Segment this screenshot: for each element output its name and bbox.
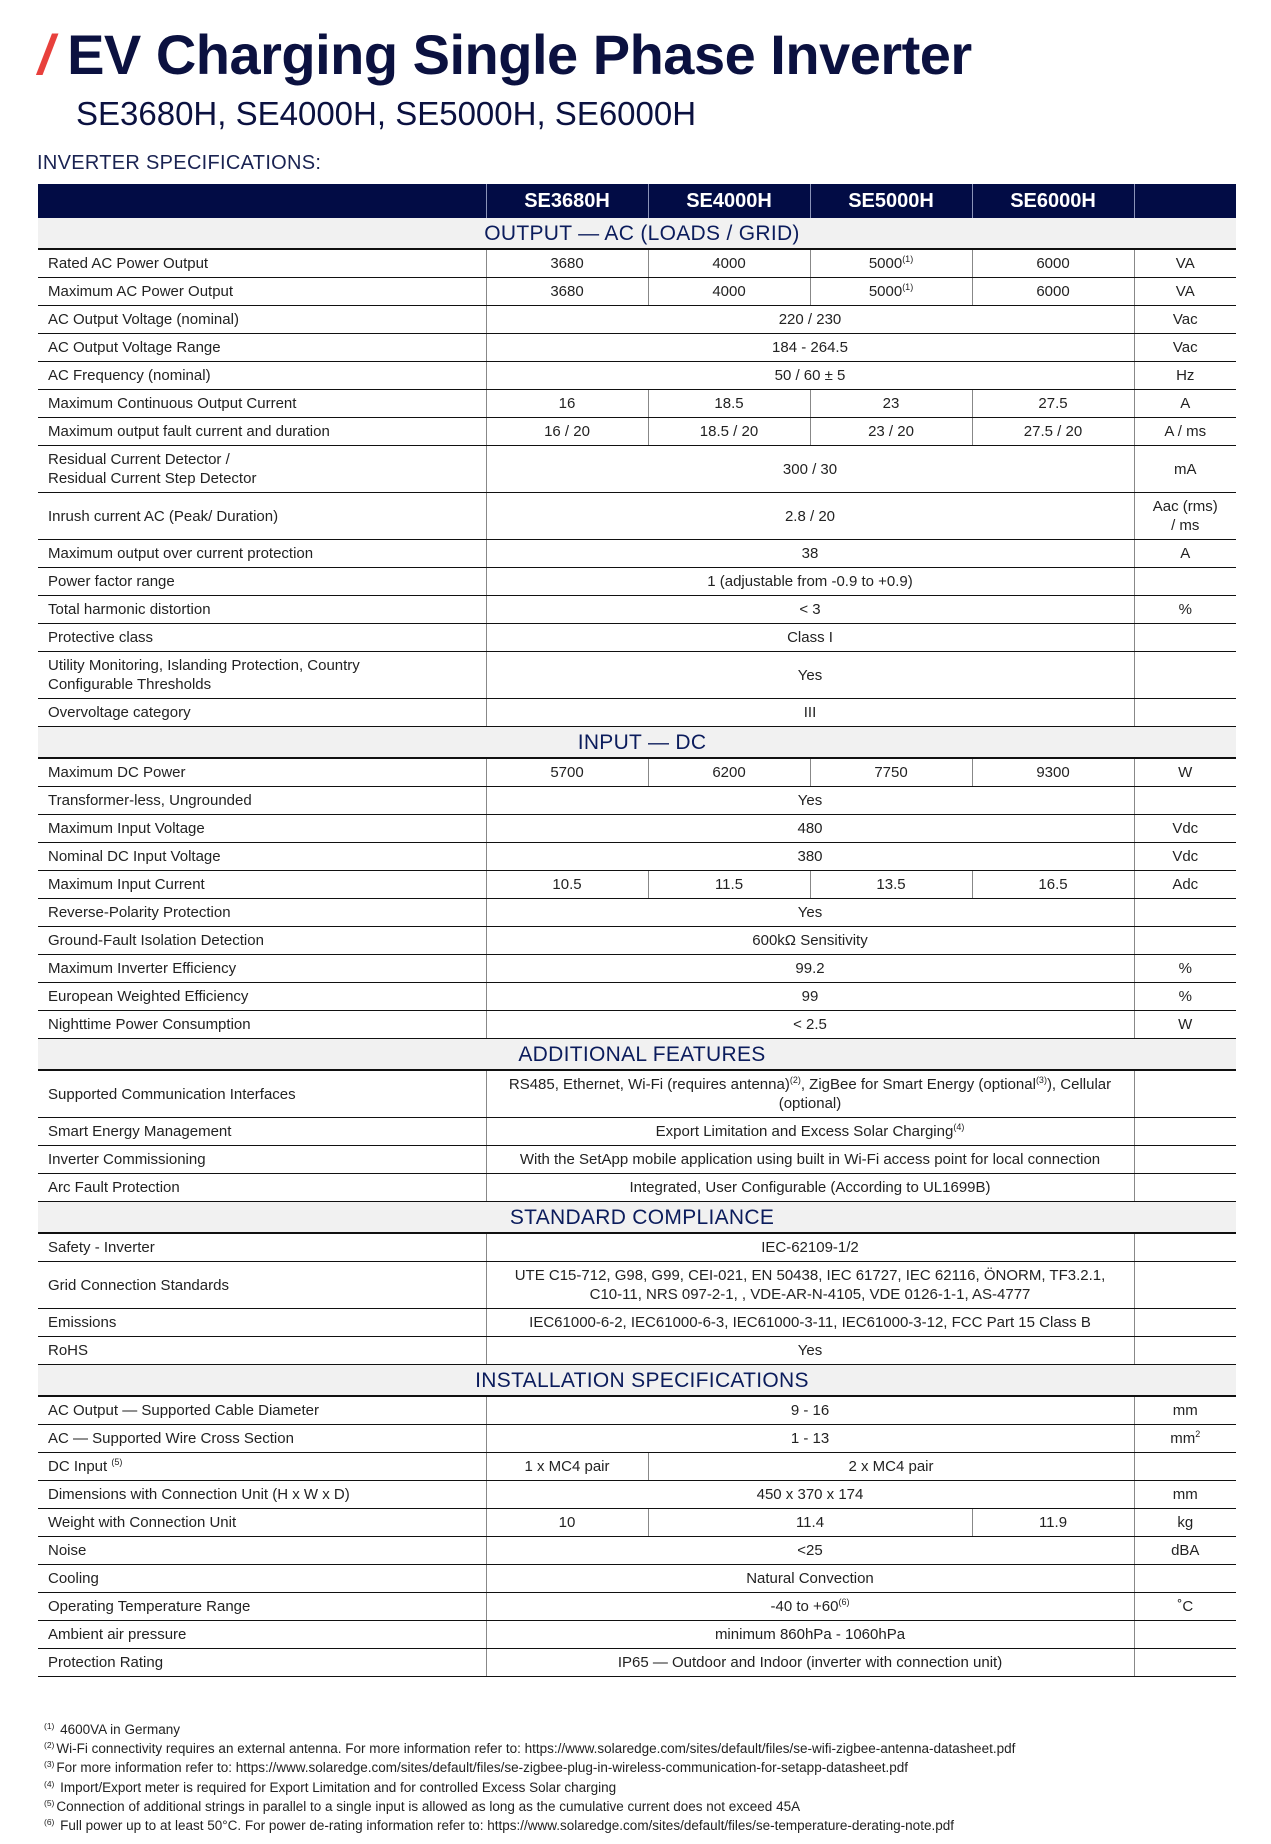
row-label: Ambient air pressure [38,1621,486,1649]
row-label: Maximum output over current protection [38,540,486,568]
row-label: Smart Energy Management [38,1118,486,1146]
cell-unit: mA [1134,446,1236,493]
table-row [38,843,1236,871]
cell-unit: Vac [1134,334,1236,362]
row-label: Maximum Input Voltage [38,815,486,843]
section-title: STANDARD COMPLIANCE [38,1202,1236,1234]
cell-unit [1134,899,1236,927]
cell-value [486,1262,1134,1309]
cell-unit [1134,699,1236,727]
cell-value: 23 / 20 [810,418,972,446]
cell-value: 27.5 / 20 [972,418,1134,446]
unit-text: mm [1170,1430,1196,1447]
cell-unit: ˚C [1134,1593,1236,1621]
row-label: Protective class [38,624,486,652]
row-label [38,446,486,493]
footnote [44,1797,1015,1816]
footnote-ref: (4) [953,1122,965,1132]
value-text: RS485, Ethernet, Wi-Fi (requires antenna) [508,1076,790,1093]
table-row [38,493,1236,540]
footnote-text: 4600VA in Germany [56,1722,180,1737]
cell-unit [1134,1649,1236,1677]
cell-value: 600kΩ Sensitivity [486,927,1134,955]
cell-value: 380 [486,843,1134,871]
table-row [38,1262,1236,1309]
header-model: SE5000H [810,184,972,218]
table-row [38,1174,1236,1202]
cell-value: 16.5 [972,871,1134,899]
cell-value: 1 - 13 [486,1425,1134,1453]
cell-value: 3680 [486,278,648,306]
header-model: SE6000H [972,184,1134,218]
cell-unit [1134,1453,1236,1481]
cell-value [810,278,972,306]
row-label: Noise [38,1537,486,1565]
cell-value: 2 x MC4 pair [648,1453,1134,1481]
cell-unit: % [1134,596,1236,624]
row-label: AC Output — Supported Cable Diameter [38,1396,486,1425]
footnotes [44,1720,1015,1835]
cell-value: 23 [810,390,972,418]
table-row [38,1453,1236,1481]
row-label: Safety - Inverter [38,1233,486,1262]
table-row [38,1621,1236,1649]
cell-unit: mm [1134,1396,1236,1425]
row-label: Maximum AC Power Output [38,278,486,306]
table-row [38,334,1236,362]
footnote-mark: (5) [44,1797,55,1808]
row-label: AC Frequency (nominal) [38,362,486,390]
row-label: RoHS [38,1337,486,1365]
cell-value: 220 / 230 [486,306,1134,334]
cell-unit [1134,568,1236,596]
slash-accent-icon: / [38,23,54,86]
table-row [38,1337,1236,1365]
section-title: INPUT — DC [38,727,1236,759]
cell-value: 2.8 / 20 [486,493,1134,540]
table-header-row [38,184,1236,218]
table-row [38,1649,1236,1677]
cell-value: 18.5 / 20 [648,418,810,446]
table-row [38,1425,1236,1453]
cell-value: 11.4 [648,1509,972,1537]
table-row [38,652,1236,699]
table-row [38,306,1236,334]
cell-unit: W [1134,758,1236,787]
footnote-text: Full power up to at least 50°C. For power de-rating information refer to: https://www.solaredge.com/sites/default/files/se-temperature-derating-note.pdf [56,1818,954,1834]
cell-unit [1134,493,1236,540]
cell-value: With the SetApp mobile application using built in Wi-Fi access point for local connection [486,1146,1134,1174]
row-label: European Weighted Efficiency [38,983,486,1011]
table-row [38,955,1236,983]
row-label: Protection Rating [38,1649,486,1677]
cell-unit: VA [1134,278,1236,306]
row-label: Total harmonic distortion [38,596,486,624]
cell-unit: W [1134,1011,1236,1039]
section-output-ac [38,218,1236,249]
footnote-ref: (6) [838,1597,850,1607]
footnote [44,1720,1015,1739]
cell-value: 1 (adjustable from -0.9 to +0.9) [486,568,1134,596]
row-label: Arc Fault Protection [38,1174,486,1202]
cell-value: Yes [486,787,1134,815]
cell-unit: Adc [1134,871,1236,899]
cell-unit: kg [1134,1509,1236,1537]
cell-value: 27.5 [972,390,1134,418]
row-label: Supported Communication Interfaces [38,1070,486,1118]
footnote-ref: (3) [1035,1075,1047,1085]
cell-unit [1134,1337,1236,1365]
cell-value: minimum 860hPa - 1060hPa [486,1621,1134,1649]
cell-unit: A [1134,540,1236,568]
table-row [38,1146,1236,1174]
table-row [38,787,1236,815]
row-label: Emissions [38,1309,486,1337]
table-row [38,815,1236,843]
table-row [38,568,1236,596]
cell-unit [1134,1174,1236,1202]
cell-value: Integrated, User Configurable (According to UL1699B) [486,1174,1134,1202]
row-label: Cooling [38,1565,486,1593]
cell-value: 99.2 [486,955,1134,983]
cell-value [486,1118,1134,1146]
table-row [38,249,1236,278]
table-row [38,1565,1236,1593]
footnote-text: For more information refer to: https://www.solaredge.com/sites/default/files/se-zigbee-plug-in-wireless-communication-for-setapp-datasheet.pdf [56,1760,909,1776]
section-title: ADDITIONAL FEATURES [38,1039,1236,1071]
cell-unit [1134,1070,1236,1118]
row-label: Maximum Input Current [38,871,486,899]
row-label: AC Output Voltage Range [38,334,486,362]
header-model: SE3680H [486,184,648,218]
section-title: OUTPUT — AC (LOADS / GRID) [38,218,1236,249]
row-label: Maximum output fault current and duration [38,418,486,446]
row-label: AC — Supported Wire Cross Section [38,1425,486,1453]
cell-value: 16 [486,390,648,418]
cell-unit: % [1134,983,1236,1011]
cell-value: Yes [486,899,1134,927]
table-row [38,758,1236,787]
header-unit-col [1134,184,1236,218]
table-row [38,278,1236,306]
footnote [44,1816,1015,1835]
cell-value: 50 / 60 ± 5 [486,362,1134,390]
table-row [38,1509,1236,1537]
cell-unit: dBA [1134,1537,1236,1565]
cell-unit: Vdc [1134,843,1236,871]
table-row [38,871,1236,899]
footnote [44,1758,1015,1777]
table-row [38,362,1236,390]
cell-value [810,249,972,278]
row-label: Inrush current AC (Peak/ Duration) [38,493,486,540]
cell-value: Natural Convection [486,1565,1134,1593]
cell-value: 480 [486,815,1134,843]
row-label: Operating Temperature Range [38,1593,486,1621]
cell-unit [1134,652,1236,699]
row-label: Nighttime Power Consumption [38,1011,486,1039]
value-text: Export Limitation and Excess Solar Charging [655,1123,954,1140]
cell-value: III [486,699,1134,727]
row-label: Nominal DC Input Voltage [38,843,486,871]
table-row [38,1309,1236,1337]
unit-line: Aac (rms) [1152,498,1218,515]
cell-value [486,1593,1134,1621]
footnote-text: Wi-Fi connectivity requires an external antenna. For more information refer to: https://www.solaredge.com/sites/default/files/se-wifi-zigbee-antenna-datasheet.pdf [56,1741,1016,1757]
table-row [38,1537,1236,1565]
footnote-ref: (1) [902,282,914,292]
footnote-mark: (2) [44,1740,55,1751]
header-label-col [38,184,486,218]
row-label: AC Output Voltage (nominal) [38,306,486,334]
cell-unit: mm [1134,1481,1236,1509]
row-label: Maximum Continuous Output Current [38,390,486,418]
table-row [38,927,1236,955]
table-row [38,596,1236,624]
value-line: UTE C15-712, G98, G99, CEI-021, EN 50438, IEC 61727, IEC 62116, ÖNORM, TF3.2.1, [514,1267,1106,1284]
footnote [44,1778,1015,1797]
cell-value: 13.5 [810,871,972,899]
table-row [38,390,1236,418]
table-row [38,418,1236,446]
table-row [38,1593,1236,1621]
row-label: Power factor range [38,568,486,596]
footnote [44,1739,1015,1758]
table-row [38,699,1236,727]
cell-value: IP65 — Outdoor and Indoor (inverter with connection unit) [486,1649,1134,1677]
cell-unit: Vdc [1134,815,1236,843]
table-row [38,540,1236,568]
cell-value: 184 - 264.5 [486,334,1134,362]
row-label: Transformer-less, Ungrounded [38,787,486,815]
cell-unit: VA [1134,249,1236,278]
value-text: , ZigBee for Smart Energy (optional [800,1076,1036,1093]
cell-unit: Vac [1134,306,1236,334]
cell-value: 6000 [972,249,1134,278]
footnote-mark: (1) [44,1721,55,1731]
row-label: Dimensions with Connection Unit (H x W x D) [38,1481,486,1509]
section-title: INSTALLATION SPECIFICATIONS [38,1365,1236,1397]
cell-value: 7750 [810,758,972,787]
row-label: Ground-Fault Isolation Detection [38,927,486,955]
table-row [38,1070,1236,1118]
cell-value: <25 [486,1537,1134,1565]
cell-value: 6000 [972,278,1134,306]
cell-value: < 3 [486,596,1134,624]
table-row [38,1011,1236,1039]
cell-unit [1134,1146,1236,1174]
cell-value: Class I [486,624,1134,652]
value-text: 5000 [868,283,903,300]
model-subtitle: SE3680H, SE4000H, SE5000H, SE6000H [76,95,697,132]
table-row [38,1233,1236,1262]
cell-unit [1134,1425,1236,1453]
cell-value: 1 x MC4 pair [486,1453,648,1481]
cell-unit [1134,1233,1236,1262]
row-label: Rated AC Power Output [38,249,486,278]
row-label: Overvoltage category [38,699,486,727]
value-text: ), Cellular (optional) [778,1076,1112,1112]
cell-value: 11.9 [972,1509,1134,1537]
table-row [38,1118,1236,1146]
cell-value: 10.5 [486,871,648,899]
cell-unit [1134,1262,1236,1309]
footnote-mark: (6) [44,1817,55,1828]
cell-value: IEC-62109-1/2 [486,1233,1134,1262]
unit-superscript: 2 [1195,1429,1201,1439]
cell-value: 3680 [486,249,648,278]
row-label [38,652,486,699]
value-line: C10-11, NRS 097-2-1, , VDE-AR-N-4105, VDE 0126-1-1, AS-4777 [589,1286,1031,1303]
cell-value: 4000 [648,278,810,306]
cell-unit: % [1134,955,1236,983]
row-label: Weight with Connection Unit [38,1509,486,1537]
footnote-mark: (3) [44,1759,55,1770]
row-label: Inverter Commissioning [38,1146,486,1174]
cell-value: < 2.5 [486,1011,1134,1039]
table-row [38,624,1236,652]
row-label: Grid Connection Standards [38,1262,486,1309]
value-text: 5000 [868,255,903,272]
cell-value: 11.5 [648,871,810,899]
label-line: Utility Monitoring, Islanding Protection, Country [48,657,360,674]
cell-value: IEC61000-6-2, IEC61000-6-3, IEC61000-3-11, IEC61000-3-12, FCC Part 15 Class B [486,1309,1134,1337]
cell-value: 6200 [648,758,810,787]
cell-value [486,1070,1134,1118]
cell-unit [1134,927,1236,955]
cell-unit [1134,624,1236,652]
row-label: Reverse-Polarity Protection [38,899,486,927]
header-model: SE4000H [648,184,810,218]
cell-value: Yes [486,1337,1134,1365]
label-line: Residual Current Detector / [48,451,230,468]
cell-value: 16 / 20 [486,418,648,446]
section-installation [38,1365,1236,1397]
cell-value: 10 [486,1509,648,1537]
footnote-mark: (4) [44,1778,55,1789]
cell-value: 9 - 16 [486,1396,1134,1425]
cell-value: 4000 [648,249,810,278]
table-row [38,1396,1236,1425]
label-line: Residual Current Step Detector [48,470,257,487]
footnote-text: Import/Export meter is required for Export Limitation and for controlled Excess Solar charging [56,1779,617,1795]
cell-unit [1134,1309,1236,1337]
spec-table [38,184,1236,1677]
label-line: Configurable Thresholds [48,676,212,693]
cell-value: 300 / 30 [486,446,1134,493]
title-text: EV Charging Single Phase Inverter [67,23,972,86]
cell-value: 18.5 [648,390,810,418]
cell-unit [1134,787,1236,815]
footnote-ref: (2) [789,1075,801,1085]
table-row [38,899,1236,927]
cell-unit [1134,1118,1236,1146]
footnote-text: Connection of additional strings in parallel to a single input is allowed as long as the cumulative current does not exceed 45A [56,1798,801,1814]
section-standard-compliance [38,1202,1236,1234]
cell-unit [1134,1565,1236,1593]
cell-value: 38 [486,540,1134,568]
footnote-ref: (1) [902,254,914,264]
spec-heading: INVERTER SPECIFICATIONS: [37,152,322,174]
label-text: DC Input [48,1458,112,1475]
cell-unit: Hz [1134,362,1236,390]
row-label: Maximum Inverter Efficiency [38,955,486,983]
cell-value: Yes [486,652,1134,699]
value-text: -40 to +60 [770,1598,839,1615]
cell-unit: A / ms [1134,418,1236,446]
table-row [38,1481,1236,1509]
row-label: Maximum DC Power [38,758,486,787]
cell-value: 9300 [972,758,1134,787]
cell-value: 5700 [486,758,648,787]
row-label [38,1453,486,1481]
cell-unit: A [1134,390,1236,418]
table-row [38,446,1236,493]
unit-line: / ms [1171,517,1200,534]
cell-unit [1134,1621,1236,1649]
footnote-ref: (5) [111,1457,123,1467]
section-input-dc [38,727,1236,759]
section-additional-features [38,1039,1236,1071]
cell-value: 99 [486,983,1134,1011]
document-title [38,22,972,88]
cell-value: 450 x 370 x 174 [486,1481,1134,1509]
table-row [38,983,1236,1011]
